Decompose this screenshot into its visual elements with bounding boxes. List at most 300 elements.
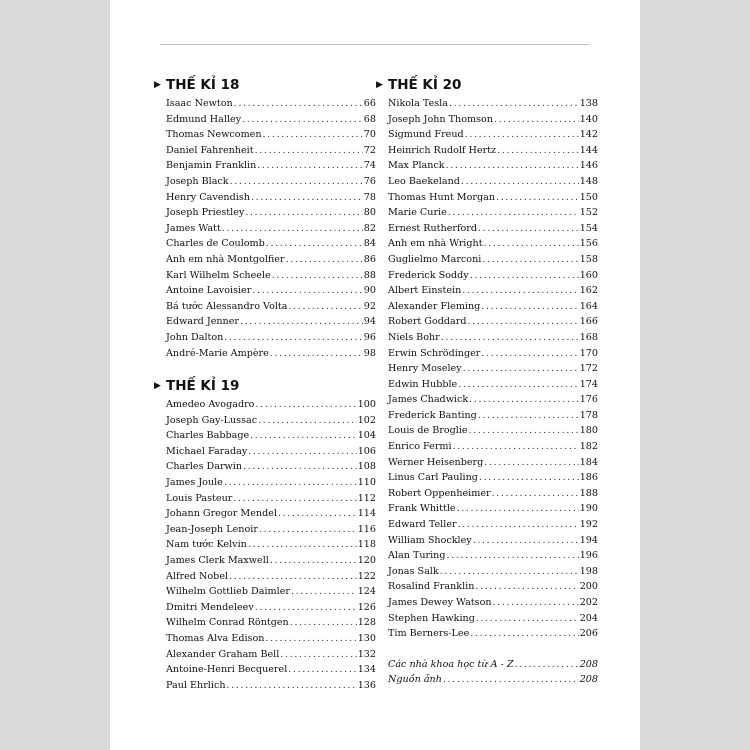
toc-entry[interactable] [388,470,598,486]
toc-entry-page-number: 92 [363,300,376,312]
toc-entry[interactable] [388,143,598,159]
toc-entry[interactable] [166,553,376,569]
toc-entry-page-number: 94 [363,316,376,328]
toc-entry-name: Joseph Priestley [166,207,245,219]
toc-entry[interactable] [388,533,598,549]
toc-entry-name: Max Planck [388,160,445,172]
toc-entry-name: Alan Turing [388,550,446,562]
dot-leader [242,112,363,128]
dot-leader [496,190,579,206]
top-divider [160,44,590,45]
toc-entry-page-number: 208 [579,658,598,670]
toc-entry-page-number: 72 [363,144,376,156]
toc-entry[interactable] [388,626,598,642]
toc-entry[interactable] [388,330,598,346]
toc-entry-name: James Chadwick [388,394,469,406]
dot-leader [457,501,579,517]
toc-entry[interactable] [388,299,598,315]
toc-entry-page-number: 110 [357,477,376,489]
toc-entry-page-number: 70 [363,129,376,141]
toc-entry[interactable] [166,444,376,460]
dot-leader [492,486,579,502]
toc-column-right [376,74,598,688]
toc-entry-page-number: 204 [579,612,598,624]
dot-leader [449,96,579,112]
dot-leader [440,564,579,580]
toc-entry-name: Edward Teller [388,519,457,531]
toc-entry[interactable] [166,112,376,128]
toc-entry-name: Johann Gregor Mendel [166,508,277,520]
toc-entry-page-number: 202 [579,597,598,608]
toc-entry-name: Tim Berners-Lee [388,628,470,640]
toc-entry-page-number: 134 [357,664,376,676]
toc-entry-page-number: 80 [363,207,376,219]
toc-entry-page-number: 90 [363,285,376,297]
toc-entry-page-number: 108 [357,461,376,473]
toc-entry[interactable] [166,522,376,538]
toc-entry-page-number: 138 [579,98,598,109]
dot-leader [278,506,357,522]
toc-entry-name: Alexander Fleming [388,300,481,312]
dot-leader [248,444,356,460]
toc-entry[interactable] [166,314,376,330]
toc-entry-page-number: 154 [579,222,598,234]
toc-entry-name: Albert Einstein [388,285,462,297]
toc-column-left [154,74,376,693]
toc-entry[interactable] [388,221,598,237]
toc-entry-name: Stephen Hawking [388,612,475,624]
toc-entry[interactable] [166,631,376,647]
toc-entry[interactable] [166,283,376,299]
toc-entry-name: James Dewey Watson [388,597,492,608]
toc-entry-page-number: 190 [579,503,598,515]
toc-entry[interactable] [166,600,376,616]
toc-entry[interactable] [166,491,376,507]
dot-leader [270,553,357,569]
toc-entry-name: Marie Curie [388,207,447,219]
dot-leader [251,190,363,206]
toc-entry-page-number: 188 [579,487,598,499]
toc-entry[interactable] [388,283,598,299]
toc-entry-page-number: 126 [357,601,376,613]
toc-entry[interactable] [388,190,598,206]
toc-entry-page-number: 164 [579,300,598,312]
toc-entry-page-number: 68 [363,113,376,125]
dot-leader [476,611,579,627]
toc-entry-name: Joseph Black [166,175,229,187]
toc-entry-name: Nguồn ảnh [388,674,442,686]
toc-entry-page-number: 170 [579,347,598,359]
toc-entry-page-number: 194 [579,534,598,546]
toc-entry-name: Các nhà khoa học từ A - Z [388,658,514,670]
toc-entry[interactable] [166,236,376,252]
toc-entry-name: Antoine Lavoisier [166,285,252,297]
toc-entry[interactable] [388,423,598,439]
toc-entry-page-number: 198 [579,565,598,577]
dot-leader [257,158,363,174]
toc-entry-name: Edmund Halley [166,113,242,125]
dot-leader [263,127,363,143]
toc-entry-name: Jean-Joseph Lenoir [166,523,258,535]
toc-entry[interactable] [388,392,598,408]
toc-entry[interactable] [388,346,598,362]
toc-entry[interactable] [166,143,376,159]
toc-entry[interactable] [166,205,376,221]
toc-entry-name: Alfred Nobel [166,570,229,582]
toc-entry-page-number: 128 [357,617,376,629]
toc-entry[interactable] [166,158,376,174]
dot-leader [470,268,579,284]
toc-entry[interactable] [388,501,598,517]
toc-entry-name: Heinrich Rudolf Hertz [388,144,497,156]
dot-leader [484,236,579,252]
dot-leader [286,252,363,268]
dot-leader [224,330,362,346]
toc-entry-page-number: 66 [363,98,376,109]
dot-leader [230,174,363,190]
toc-entry[interactable] [388,517,598,533]
toc-entry[interactable] [388,564,598,580]
dot-leader [270,346,363,362]
toc-entry-name: Louis Pasteur [166,492,233,504]
toc-entry[interactable] [388,439,598,455]
toc-entry-page-number: 150 [579,191,598,203]
toc-entry-name: Antoine-Henri Becquerel [166,664,288,676]
toc-entry[interactable] [388,377,598,393]
dot-leader [465,127,579,143]
dot-leader [475,579,578,595]
toc-entry-page-number: 174 [579,378,598,390]
toc-entry-name: Wilhelm Gottlieb Daimler [166,586,290,598]
toc-entry-name: Alexander Graham Bell [166,648,280,660]
dot-leader [252,283,362,299]
dot-leader [493,595,579,611]
toc-entry-page-number: 116 [357,523,376,535]
section-heading-19th-century [154,375,376,397]
toc-entry-name: Erwin Schrödinger [388,347,481,359]
dot-leader [515,657,579,673]
toc-entry[interactable] [166,569,376,585]
toc-entry-page-number: 178 [579,409,598,421]
section-heading-20th-century [376,74,598,96]
toc-entry-name: Louis de Broglie [388,425,468,437]
toc-entry-page-number: 162 [579,285,598,297]
dot-leader [458,517,579,533]
toc-entry-name: Thomas Alva Edison [166,633,265,644]
toc-entry-page-number: 180 [579,425,598,437]
dot-leader [482,252,578,268]
toc-entry[interactable] [166,615,376,631]
dot-leader [255,600,357,616]
toc-entry-name: Edwin Hubble [388,378,458,390]
toc-entry-name: Wilhelm Conrad Röntgen [166,617,289,629]
toc-entry[interactable] [388,595,598,611]
toc-entry-page-number: 142 [579,129,598,141]
toc-entry[interactable] [388,611,598,627]
toc-entry-page-number: 98 [363,347,376,359]
dot-leader [248,537,357,553]
toc-entry-name: Frederick Banting [388,409,477,421]
toc-entry[interactable] [388,361,598,377]
toc-entry-name: James Clerk Maxwell [166,555,269,567]
toc-entry-name: Michael Faraday [166,445,248,457]
dot-leader [227,678,357,694]
toc-entry[interactable] [388,455,598,471]
dot-leader [463,361,579,377]
dot-leader [245,205,362,221]
dot-leader [291,584,357,600]
dot-leader [250,428,357,444]
toc-entry[interactable] [166,678,376,694]
toc-entry-page-number: 132 [357,648,376,660]
toc-entry-page-number: 96 [363,331,376,343]
toc-entry[interactable] [388,96,598,112]
toc-entry[interactable] [166,475,376,491]
toc-entry[interactable] [388,657,598,673]
toc-entry[interactable] [388,236,598,252]
toc-entry-name: Anh em nhà Wright [388,238,483,250]
toc-entry-page-number: 122 [357,570,376,582]
dot-leader [443,672,579,688]
dot-leader [288,662,356,678]
toc-entry-page-number: 106 [357,445,376,457]
dot-leader [453,439,579,455]
toc-entry-page-number: 152 [579,207,598,219]
section-heading-18th-century [154,74,376,96]
toc-entry[interactable] [166,330,376,346]
toc-entry-page-number: 192 [579,519,598,531]
toc-entry-name: Robert Goddard [388,316,467,328]
toc-entry-name: Bá tước Alessandro Volta [166,300,288,312]
toc-entry-page-number: 114 [357,508,376,520]
dot-leader [229,569,357,585]
toc-entry-page-number: 78 [363,191,376,203]
toc-entry-name: Nikola Tesla [388,98,448,109]
toc-entry-page-number: 136 [357,679,376,691]
toc-entry-name: Robert Oppenheimer [388,487,491,499]
toc-entry[interactable] [166,584,376,600]
dot-leader [469,423,579,439]
toc-entry[interactable] [388,408,598,424]
toc-entry-name: Linus Carl Pauling [388,472,478,484]
toc-entry-name: Charles de Coulomb [166,238,265,250]
toc-entry-name: Ernest Rutherford [388,222,478,234]
dot-leader [469,392,579,408]
toc-entry[interactable] [388,205,598,221]
toc-entry-page-number: 74 [363,160,376,172]
toc-entry[interactable] [166,413,376,429]
dot-leader [484,455,578,471]
dot-leader [258,413,357,429]
toc-entry-name: Guglielmo Marconi [388,253,482,265]
dot-leader [448,205,579,221]
toc-entry-page-number: 172 [579,363,598,375]
toc-entry-page-number: 208 [579,674,598,686]
toc-entry-name: Henry Moseley [388,363,462,375]
toc-entry-name: Charles Darwin [166,461,243,473]
toc-entry-page-number: 168 [579,331,598,343]
toc-entry-page-number: 120 [357,555,376,567]
toc-entry[interactable] [166,268,376,284]
toc-entry-name: Isaac Newton [166,98,233,109]
toc-entry[interactable] [166,662,376,678]
toc-entry-page-number: 144 [579,144,598,156]
toc-entry[interactable] [388,112,598,128]
dot-leader [458,377,578,393]
toc-entry-name: Anh em nhà Montgolfier [166,253,285,265]
dot-leader [224,475,357,491]
toc-list-20th-century [388,96,598,642]
toc-entry[interactable] [166,537,376,553]
toc-entry-name: Niels Bohr [388,331,440,343]
triangle-bullet-icon: ▶ [154,381,161,392]
dot-leader [240,314,363,330]
toc-entry-name: Jonas Salk [388,565,439,577]
toc-list-19th-century [166,397,376,693]
toc-entry[interactable] [166,221,376,237]
toc-entry[interactable] [388,314,598,330]
toc-entry[interactable] [388,486,598,502]
dot-leader [290,615,357,631]
section-title: THẾ KỈ 18 [166,77,240,93]
toc-entry-name: Sigmund Freud [388,129,464,141]
dot-leader [481,299,578,315]
toc-entry-name: Frederick Soddy [388,269,469,281]
toc-entry[interactable] [388,174,598,190]
toc-entry-name: Joseph John Thomson [388,113,493,125]
toc-entry-page-number: 184 [579,456,598,468]
toc-entry-name: Henry Cavendish [166,191,250,203]
toc-entry-name: Paul Ehrlich [166,679,226,691]
toc-entry-name: Edward Jenner [166,316,239,328]
toc-entry[interactable] [166,127,376,143]
toc-entry[interactable] [166,428,376,444]
dot-leader [280,647,356,663]
toc-entry-page-number: 186 [579,472,598,484]
toc-entry[interactable] [388,127,598,143]
toc-entry-name: Thomas Hunt Morgan [388,191,495,203]
dot-leader [265,631,356,647]
dot-leader [497,143,579,159]
dot-leader [461,174,579,190]
toc-entry-name: Frank Whittle [388,503,456,515]
dot-leader [272,268,363,284]
dot-leader [441,330,579,346]
toc-entry-page-number: 196 [579,550,598,562]
dot-leader [243,459,357,475]
dot-leader [470,626,578,642]
toc-entry[interactable] [388,672,598,688]
toc-entry-name: Joseph Gay-Lussac [166,414,258,426]
triangle-bullet-icon: ▶ [154,80,161,90]
toc-entry-name: Werner Heisenberg [388,456,484,468]
dot-leader [481,346,578,362]
dot-leader [266,236,363,252]
dot-leader [255,397,356,413]
toc-entry-page-number: 124 [357,586,376,598]
dot-leader [447,548,579,564]
toc-entry-page-number: 158 [579,253,598,265]
toc-entry[interactable] [388,579,598,595]
toc-entry-name: Amedeo Avogadro [166,399,255,411]
dot-leader [233,491,356,507]
toc-entry-page-number: 206 [579,628,598,640]
toc-entry-page-number: 76 [363,175,376,187]
toc-entry-page-number: 166 [579,316,598,328]
toc-entry-page-number: 118 [357,539,376,551]
toc-entry[interactable] [166,252,376,268]
triangle-bullet-icon: ▶ [376,80,383,90]
dot-leader [479,470,579,486]
toc-list-appendix [388,657,598,688]
toc-entry-page-number: 176 [579,394,598,406]
book-page [110,0,640,750]
toc-entry-name: Benjamin Franklin [166,160,257,172]
toc-entry-page-number: 102 [357,414,376,426]
toc-entry[interactable] [166,190,376,206]
toc-entry-name: James Watt [166,222,221,234]
section-title: THẾ KỈ 19 [166,378,240,395]
toc-entry-page-number: 200 [579,581,598,593]
dot-leader [473,533,579,549]
toc-entry[interactable] [166,506,376,522]
toc-entry[interactable] [166,346,376,362]
toc-entry[interactable] [166,397,376,413]
toc-entry-name: Daniel Fahrenheit [166,144,254,156]
toc-entry[interactable] [166,96,376,112]
toc-entry-name: André-Marie Ampère [166,347,269,359]
toc-entry-name: Charles Babbage [166,430,250,442]
toc-list-18th-century [166,96,376,361]
toc-entry-page-number: 82 [363,222,376,234]
toc-entry-page-number: 104 [357,430,376,442]
toc-entry-name: Dmitri Mendeleev [166,601,254,613]
dot-leader [494,112,579,128]
dot-leader [446,158,579,174]
toc-entry-page-number: 182 [579,441,598,453]
toc-entry-name: John Dalton [166,331,224,343]
toc-entry-name: Enrico Fermi [388,441,452,453]
toc-entry-page-number: 140 [579,113,598,125]
toc-entry-name: Nam tước Kelvin [166,539,247,551]
dot-leader [478,221,579,237]
dot-leader [222,221,363,237]
toc-entry[interactable] [166,174,376,190]
toc-entry[interactable] [388,548,598,564]
dot-leader [259,522,357,538]
toc-entry-page-number: 130 [357,633,376,644]
toc-entry-name: James Joule [166,477,223,489]
toc-entry-name: William Shockley [388,534,472,546]
toc-entry-name: Rosalind Franklin [388,581,475,593]
toc-entry-page-number: 86 [363,253,376,265]
toc-entry[interactable] [166,459,376,475]
toc-entry[interactable] [388,158,598,174]
toc-entry[interactable] [166,299,376,315]
toc-entry-page-number: 146 [579,160,598,172]
dot-leader [255,143,363,159]
toc-entry[interactable] [388,252,598,268]
toc-entry-name: Karl Wilhelm Scheele [166,269,271,281]
toc-entry-page-number: 160 [579,269,598,281]
dot-leader [478,408,579,424]
toc-entry-page-number: 156 [579,238,598,250]
toc-entry-page-number: 88 [363,269,376,281]
toc-entry-page-number: 112 [357,492,376,504]
toc-entry-page-number: 100 [357,399,376,411]
toc-entry[interactable] [166,647,376,663]
toc-entry[interactable] [388,268,598,284]
